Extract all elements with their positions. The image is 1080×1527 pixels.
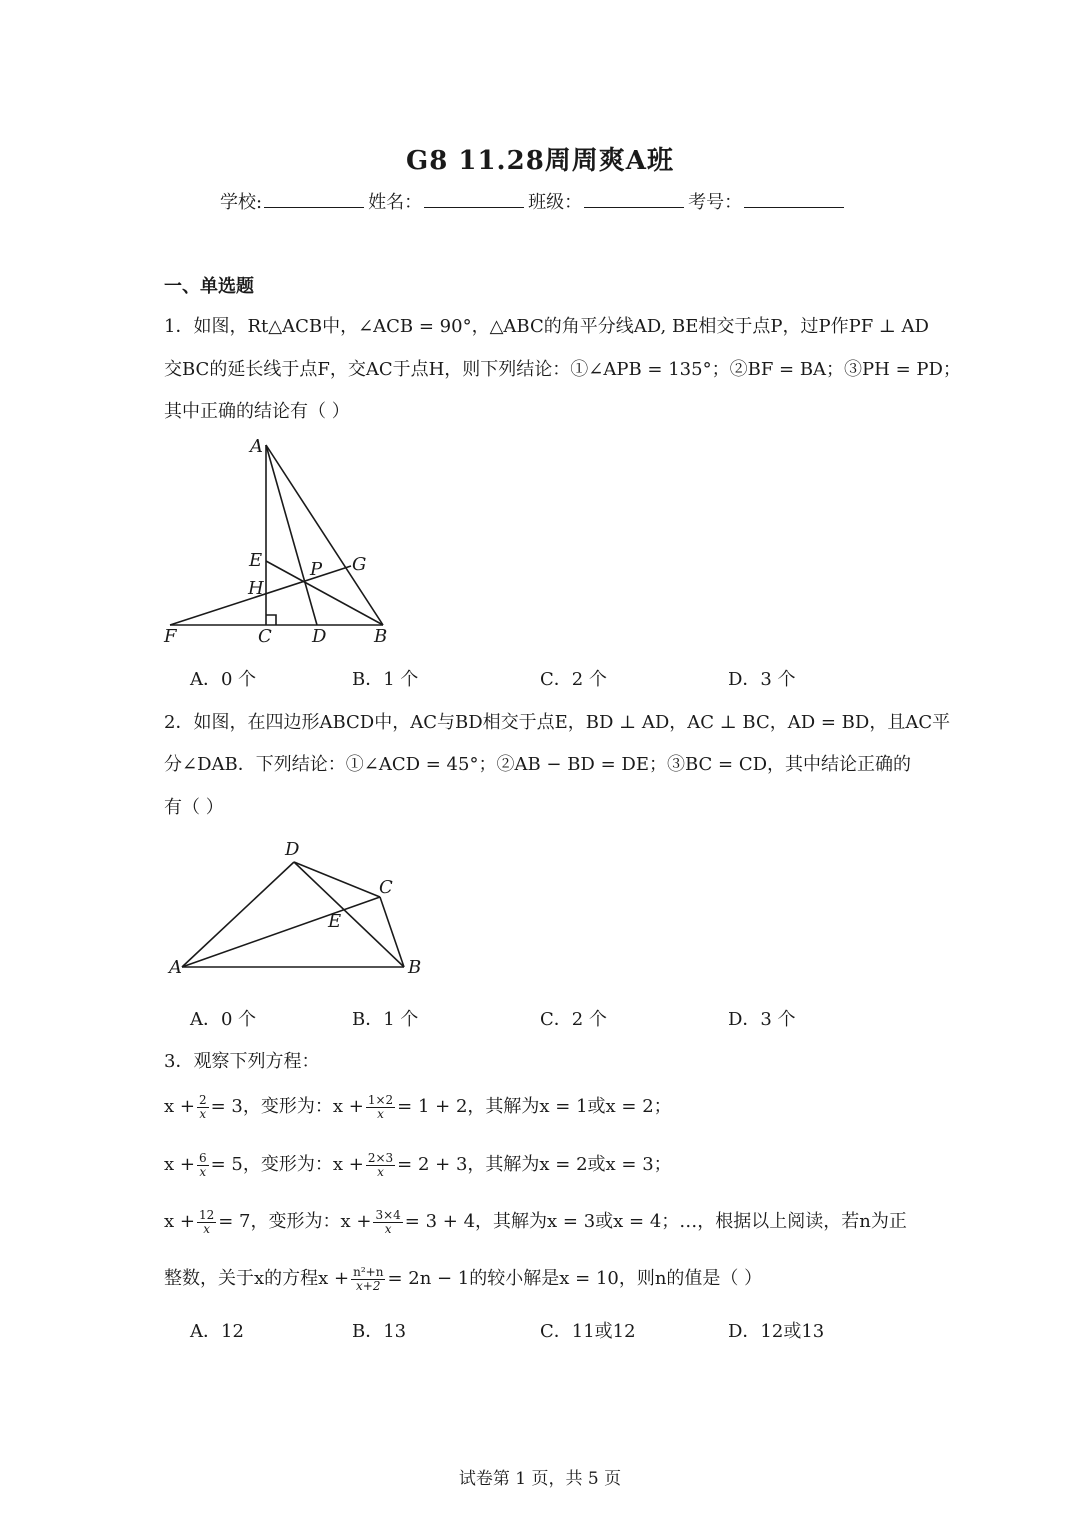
eq1-frac-2-den: x — [377, 1106, 384, 1121]
line-ab — [266, 445, 383, 625]
label-d: D — [312, 626, 327, 647]
q2-option-d[interactable]: D．3 个 — [728, 1009, 796, 1030]
class-blank — [584, 193, 684, 208]
eq1-frac-1-den: x — [199, 1106, 207, 1121]
q3-option-c[interactable]: C．11或12 — [540, 1321, 636, 1342]
q1-option-b[interactable]: B．1 个 — [352, 669, 419, 690]
q3-eq-4 — [164, 1264, 762, 1293]
q2-line-3: 有（ ） — [164, 797, 224, 818]
eq3-frac-2-den: x — [384, 1221, 392, 1236]
q2-option-a[interactable]: A．0 个 — [190, 1009, 257, 1030]
q1-option-d[interactable]: D．3 个 — [728, 669, 796, 690]
q2-figure — [160, 835, 440, 985]
label-e: E — [328, 911, 342, 932]
eq3-frac-1-num: 12 — [198, 1207, 215, 1222]
line-ad — [182, 862, 294, 967]
q3-option-d[interactable]: D．12或13 — [728, 1321, 825, 1342]
eq1-frac-2-num: 1×2 — [367, 1092, 394, 1107]
label-h: H — [248, 578, 264, 599]
eq3-frac-2-num: 3×4 — [375, 1207, 401, 1222]
eq4-part-b: = 2n − 1的较小解是x = 10，则n的值是（ ） — [387, 1268, 763, 1289]
label-c: C — [258, 626, 272, 647]
eq4-frac — [351, 1266, 385, 1293]
name-label: 姓名： — [368, 192, 423, 213]
eq4-frac-den: x+2 — [356, 1278, 381, 1293]
label-f: F — [164, 626, 177, 647]
label-c: C — [379, 877, 393, 898]
q1-line-3: 其中正确的结论有（ ） — [164, 401, 350, 422]
eq1-part-c: = 1 + 2，其解为x = 1或x = 2； — [397, 1096, 672, 1117]
label-g: G — [352, 554, 367, 575]
class-label: 班级： — [528, 192, 583, 213]
eq3-part-c: = 3 + 4，其解为x = 3或x = 4；…，根据以上阅读，若n为正 — [404, 1211, 907, 1232]
q2-line-1: 2．如图，在四边形ABCD中，AC与BD相交于点E，BD ⊥ AD，AC ⊥ BC，AD = BD，且AC平 — [164, 712, 951, 733]
eq1-frac-1 — [197, 1094, 209, 1121]
eq1-frac-1-num: 2 — [198, 1092, 207, 1107]
label-a: A — [250, 436, 263, 457]
eq3-part-a: x + — [164, 1211, 195, 1232]
school-label: 学校: — [220, 192, 263, 213]
eq3-part-b: = 7，变形为：x + — [218, 1211, 372, 1232]
school-blank — [264, 193, 364, 208]
q1-option-a[interactable]: A．0 个 — [190, 669, 257, 690]
eq2-part-c: = 2 + 3，其解为x = 2或x = 3； — [397, 1154, 672, 1175]
number-label: 考号： — [688, 192, 743, 213]
page-footer: 试卷第 1 页，共 5 页 — [458, 1469, 622, 1489]
label-b: B — [408, 957, 422, 978]
section-heading: 一、单选题 — [164, 276, 254, 297]
label-b: B — [374, 626, 388, 647]
eq4-frac-num: n²+n — [353, 1264, 384, 1279]
eq2-part-b: = 5，变形为：x + — [210, 1154, 364, 1175]
student-info-row — [220, 188, 848, 214]
eq3-frac-2 — [373, 1209, 402, 1236]
q3-eq-1 — [164, 1092, 672, 1121]
eq2-frac-1 — [197, 1152, 209, 1179]
q3-intro: 3．观察下列方程： — [164, 1051, 320, 1072]
eq1-frac-2 — [366, 1094, 395, 1121]
q3-eq-3 — [164, 1207, 907, 1236]
eq2-frac-2-num: 2×3 — [367, 1150, 394, 1165]
name-blank — [424, 193, 524, 208]
q3-eq-2 — [164, 1150, 672, 1179]
q1-line-1: 1．如图，Rt△ACB中，∠ACB = 90°，△ABC的角平分线AD, BE相交于点P，过P作PF ⊥ AD — [164, 316, 929, 337]
label-d: D — [285, 839, 300, 860]
eq3-frac-1 — [197, 1209, 216, 1236]
line-ad — [266, 445, 317, 625]
q1-option-c[interactable]: C．2 个 — [540, 669, 607, 690]
eq2-part-a: x + — [164, 1154, 195, 1175]
eq2-frac-1-num: 6 — [198, 1150, 207, 1165]
q2-option-c[interactable]: C．2 个 — [540, 1009, 607, 1030]
q2-line-2: 分∠DAB．下列结论：①∠ACD = 45°；②AB − BD = DE；③BC = CD，其中结论正确的 — [164, 754, 912, 775]
eq2-frac-1-den: x — [199, 1164, 207, 1179]
line-ac — [182, 897, 380, 967]
label-p: P — [310, 559, 323, 580]
eq4-part-a: 整数，关于x的方程x + — [164, 1268, 350, 1289]
label-e: E — [249, 550, 263, 571]
eq3-frac-1-den: x — [203, 1221, 210, 1236]
q1-line-2: 交BC的延长线于点F，交AC于点H，则下列结论：①∠APB = 135°；②BF = BA；③PH = PD； — [164, 359, 961, 380]
q3-option-b[interactable]: B．13 — [352, 1321, 407, 1342]
number-blank — [744, 193, 844, 208]
line-dc — [294, 862, 380, 897]
q1-figure — [160, 430, 400, 650]
q2-option-b[interactable]: B．1 个 — [352, 1009, 419, 1030]
label-a: A — [169, 957, 182, 978]
eq2-frac-2 — [366, 1152, 395, 1179]
q3-option-a[interactable]: A．12 — [190, 1321, 244, 1342]
eq1-part-b: = 3，变形为：x + — [210, 1096, 364, 1117]
eq1-part-a: x + — [164, 1096, 195, 1117]
page-title: G8 11.28周周爽A班 — [406, 146, 674, 176]
eq2-frac-2-den: x — [377, 1164, 384, 1179]
right-angle-mark — [266, 615, 276, 625]
